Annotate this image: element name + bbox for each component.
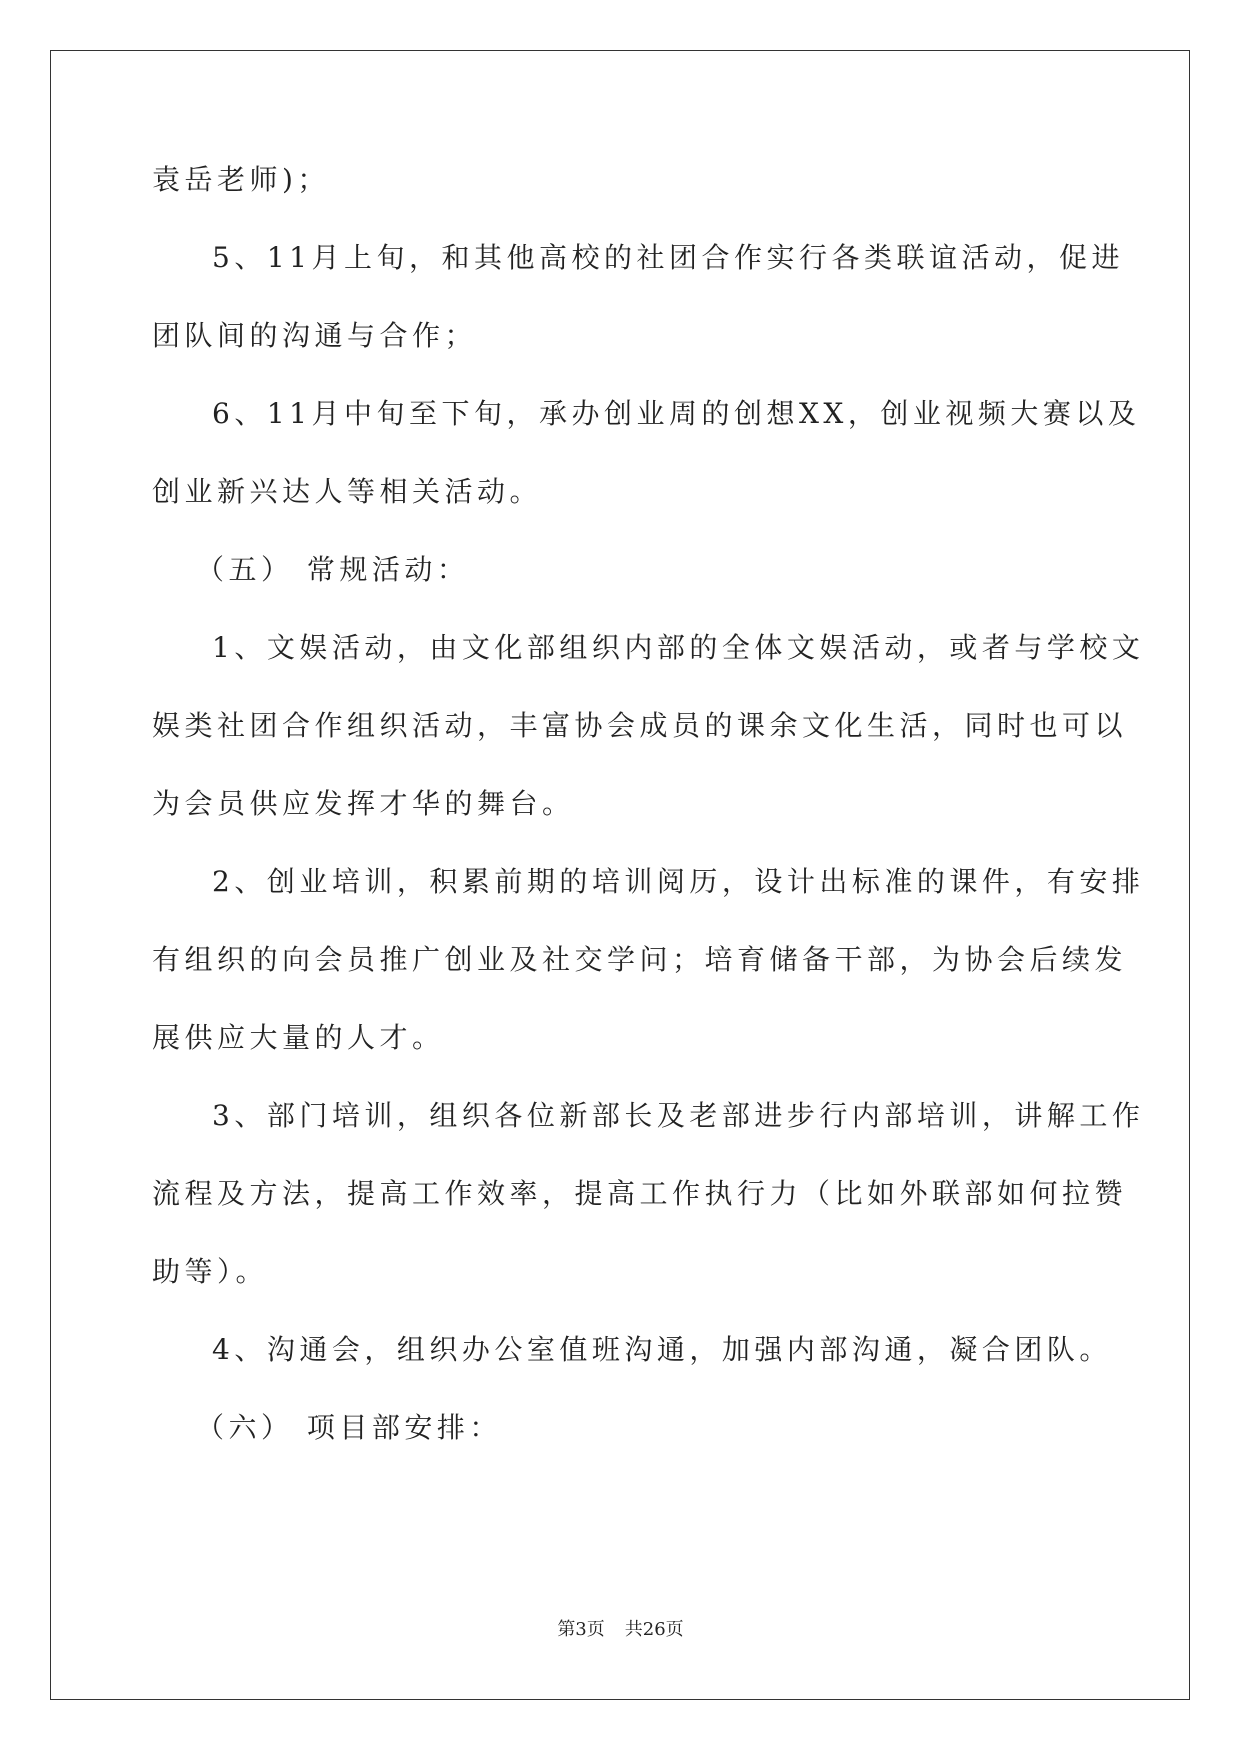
page-number: 第3页 [557,1619,605,1640]
section-heading: （五） 常规活动： [196,553,470,586]
text-line: 助等）。 [152,1255,269,1288]
page-footer [0,1618,1241,1642]
text-line: 团队间的沟通与合作； [152,319,478,352]
section-heading: （六） 项目部安排： [196,1411,502,1444]
text-line: 展供应大量的人才。 [152,1021,445,1054]
text-line: 1、文娱活动，由文化部组织内部的全体文娱活动，或者与学校文 [212,631,1145,664]
text-line: 5、11月上旬，和其他高校的社团合作实行各类联谊活动，促进 [212,241,1124,274]
text-line: 袁岳老师)； [152,163,330,196]
text-line: 2、创业培训，积累前期的培训阅历，设计出标准的课件，有安排 [212,865,1145,898]
text-line: 有组织的向会员推广创业及社交学问；培育储备干部，为协会后续发 [152,943,1128,976]
text-line: 4、沟通会，组织办公室值班沟通，加强内部沟通，凝合团队。 [212,1333,1112,1366]
text-line: 6、11月中旬至下旬，承办创业周的创想XX，创业视频大赛以及 [212,397,1141,430]
text-line: 流程及方法，提高工作效率，提高工作执行力（比如外联部如何拉赞 [152,1177,1128,1210]
total-pages: 共26页 [624,1619,684,1640]
text-line: 为会员供应发挥才华的舞台。 [152,787,575,820]
text-line: 娱类社团合作组织活动，丰富协会成员的课余文化生活，同时也可以 [152,709,1128,742]
text-line: 3、部门培训，组织各位新部长及老部进步行内部培训，讲解工作 [212,1099,1145,1132]
text-line: 创业新兴达人等相关活动。 [152,475,543,508]
